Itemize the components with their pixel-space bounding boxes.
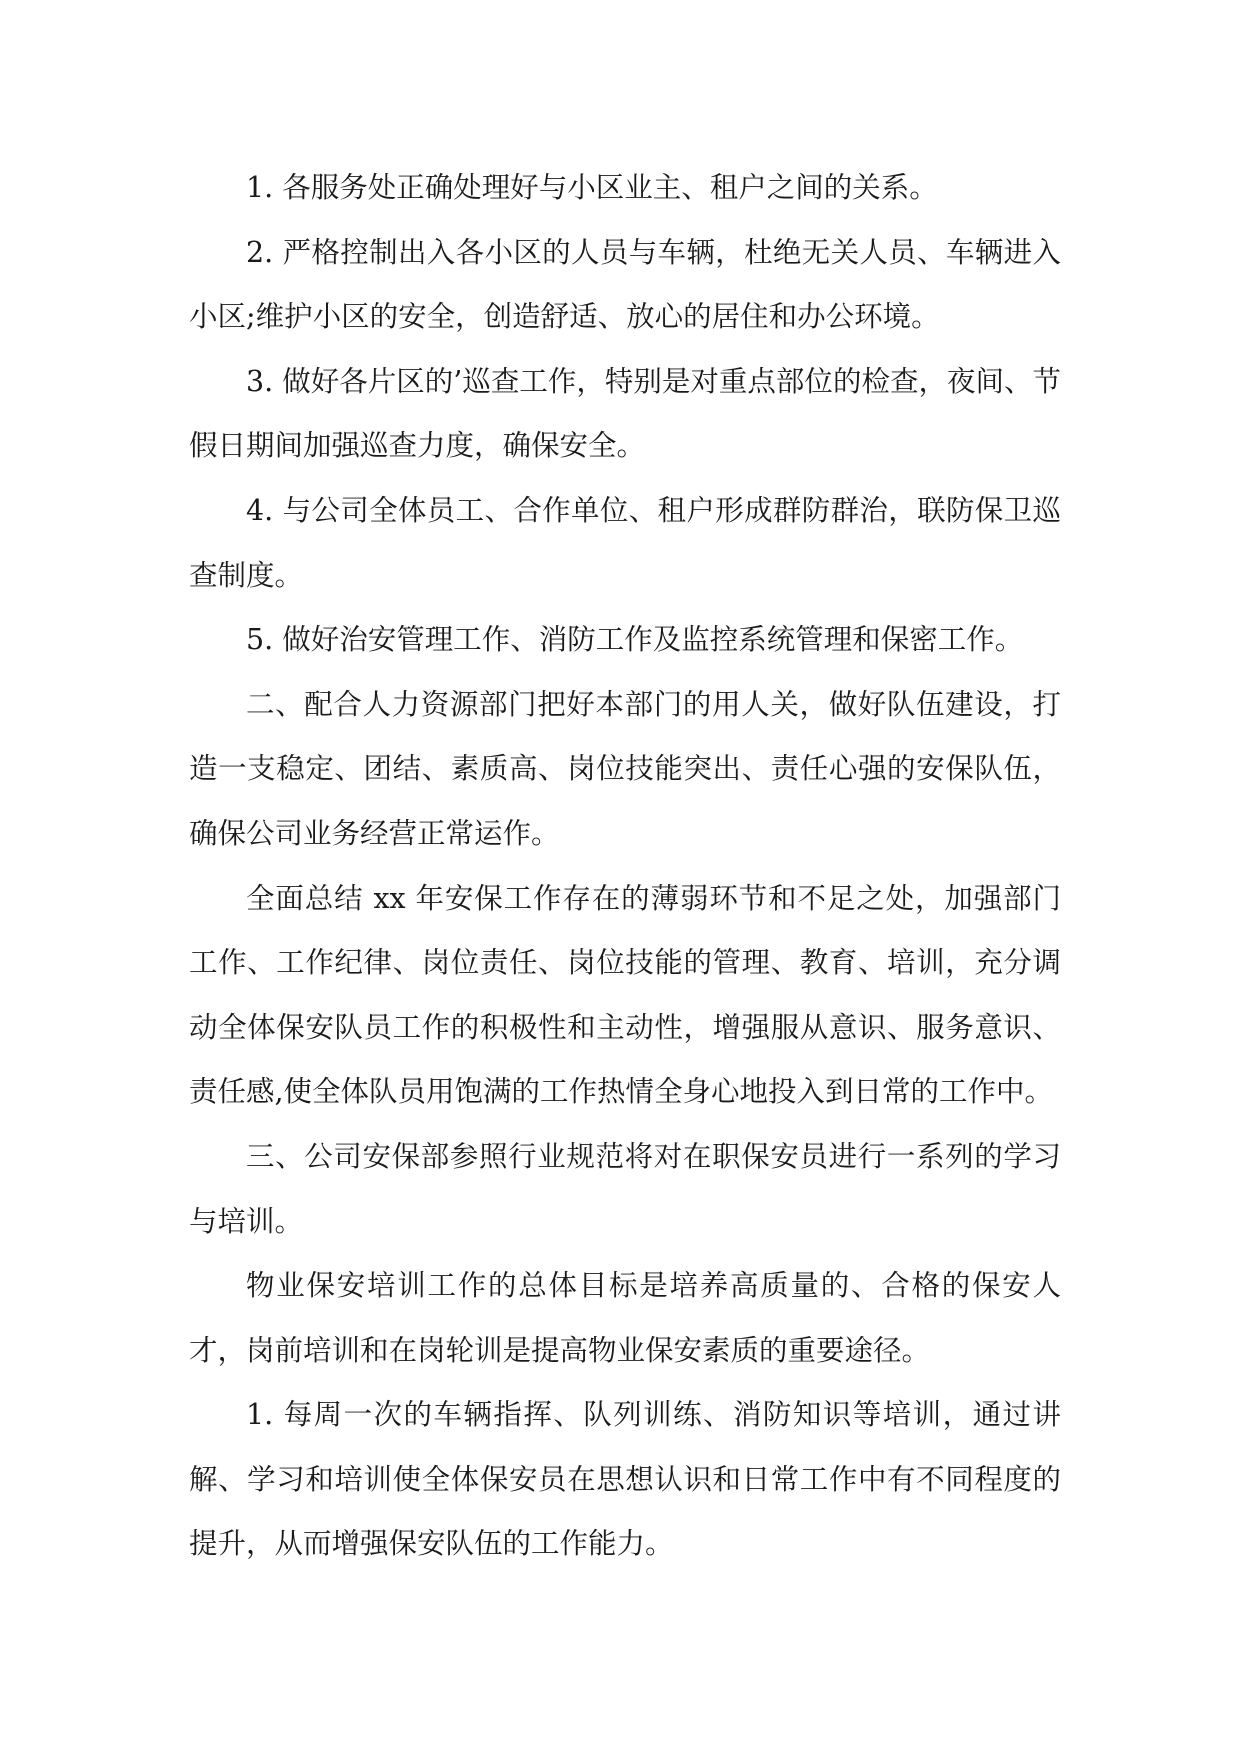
paragraph-item-5: 5. 做好治安管理工作、消防工作及监控系统管理和保密工作。 xyxy=(246,623,1024,657)
paragraph-item-1: 1. 各服务处正确处理好与小区业主、租户之间的关系。 xyxy=(246,171,938,204)
summary-paragraph: 全面总结 xx 年安保工作存在的薄弱环节和不足之处，加强部门工作、工作纪律、岗位责任、岗位技能的管理、教育、培训，充分调动全体保安队员工作的积极性和主动性，增强服从意识、服务意识、责任感,使全体队员用饱满的工作热情全身心地投入到日常的工作中。 xyxy=(189,881,1061,1109)
paragraph-item-3: 3. 做好各片区的’巡查工作，特别是对重点部位的检查，夜间、节假日期间加强巡查力度，确保安全。 xyxy=(189,364,1061,463)
training-goal-paragraph: 物业保安培训工作的总体目标是培养高质量的、合格的保安人才，岗前培训和在岗轮训是提高物业保安素质的重要途径。 xyxy=(189,1269,1061,1367)
paragraph-item-2: 2. 严格控制出入各小区的人员与车辆，杜绝无关人员、车辆进入小区;维护小区的安全，创造舒适、放心的居住和办公环境。 xyxy=(189,235,1061,334)
document-body xyxy=(189,156,1061,1577)
section-two-paragraph: 二、配合人力资源部门把好本部门的用人关，做好队伍建设，打造一支稳定、团结、素质高、岗位技能突出、责任心强的安保队伍，确保公司业务经营正常运作。 xyxy=(189,687,1061,850)
training-item-1: 1. 每周一次的车辆指挥、队列训练、消防知识等培训，通过讲解、学习和培训使全体保安员在思想认识和日常工作中有不同程度的提升，从而增强保安队伍的工作能力。 xyxy=(189,1398,1061,1561)
section-three-paragraph: 三、公司安保部参照行业规范将对在职保安员进行一系列的学习与培训。 xyxy=(189,1139,1061,1238)
paragraph-item-4: 4. 与公司全体员工、合作单位、租户形成群防群治，联防保卫巡查制度。 xyxy=(189,493,1061,592)
